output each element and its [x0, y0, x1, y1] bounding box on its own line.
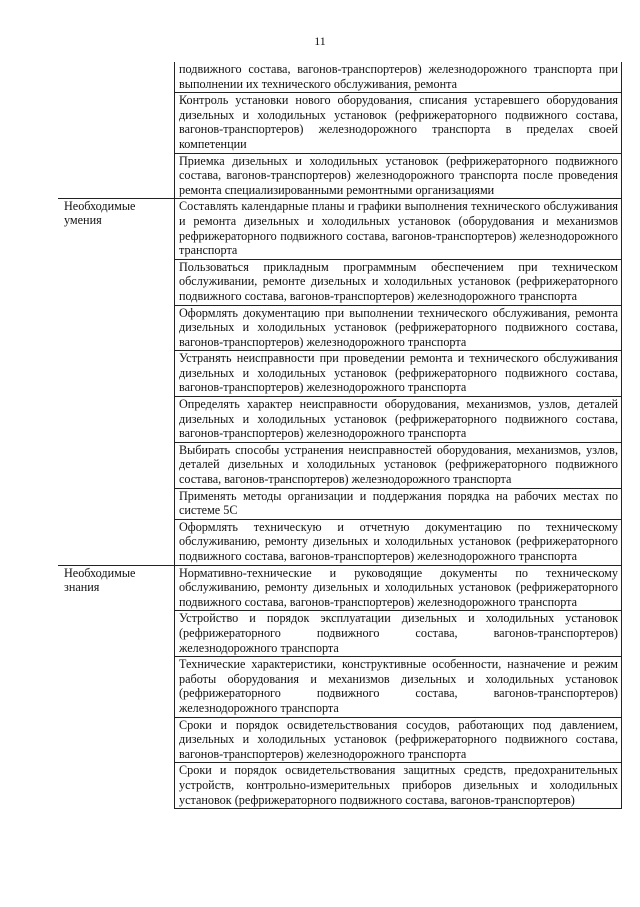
- row-label-skills: Необходимые умения: [58, 199, 175, 565]
- list-item: Определять характер неисправности оборудования, механизмов, узлов, деталей дизельных и холодильных установок (рефрижераторного подвижного состава, вагонов-транспортеров) железнодорожного транспорта: [175, 397, 621, 443]
- row-items: [175, 199, 622, 565]
- list-item: Технические характеристики, конструктивные особенности, назначение и режим работы оборудования и механизмов дизельных и холодильных установок (рефрижераторного подвижного состава, вагонов-транспортеров) железнодорожного транспорта: [175, 657, 621, 717]
- list-item: Устранять неисправности при проведении ремонта и технического обслуживания дизельных и холодильных установок (рефрижераторного подвижного состава, вагонов-транспортеров) железнодорожного транспорта: [175, 351, 621, 397]
- list-item: подвижного состава, вагонов-транспортеров) железнодорожного транспорта при выполнении их технического обслуживания, ремонта: [175, 62, 621, 93]
- table-row-labor-actions-continued: [58, 62, 622, 199]
- list-item: Устройство и порядок эксплуатации дизельных и холодильных установок (рефрижераторного подвижного состава, вагонов-транспортеров) железнодорожного транспорта: [175, 611, 621, 657]
- list-item: Сроки и порядок освидетельствования сосудов, работающих под давлением, дизельных и холодильных установок (рефрижераторного подвижного состава, вагонов-транспортеров) железнодорожного транспорта: [175, 718, 621, 764]
- list-item: Оформлять техническую и отчетную документацию по техническому обслуживанию, ремонту дизельных и холодильных установок (рефрижераторного подвижного состава, вагонов-транспортеров) железнодорожного транспорта: [179, 519, 618, 563]
- list-item: Выбирать способы устранения неисправностей оборудования, механизмов, узлов, деталей дизельных и холодильных установок (рефрижераторного подвижного состава, вагонов-транспортеров) железнодорожного транспорта: [175, 443, 621, 489]
- page-number: 11: [314, 34, 326, 48]
- row-label-empty: [58, 62, 175, 199]
- row-items: [175, 565, 622, 809]
- list-item: Пользоваться прикладным программным обеспечением при техническом обслуживании, ремонте дизельных и холодильных установок (рефрижераторного подвижного состава, вагонов-транспортеров) железнодорожного транспорта: [175, 260, 621, 306]
- row-label-knowledge: Необходимые знания: [58, 565, 175, 809]
- row-items: [175, 62, 622, 199]
- list-item: Применять методы организации и поддержания порядка на рабочих местах по системе 5С: [175, 489, 621, 520]
- list-item: Сроки и порядок освидетельствования защитных средств, предохранительных устройств, контрольно-измерительных приборов дизельных и холодильных установок (рефрижераторного подвижного состава, вагонов-транспортеров): [175, 763, 621, 809]
- list-item: Контроль установки нового оборудования, списания устаревшего оборудования дизельных и холодильных установок (рефрижераторного подвижного состава, вагонов-транспортеров) железнодорожного транспорта в пределах своей компетенции: [175, 93, 621, 153]
- list-item: Нормативно-технические и руководящие документы по техническому обслуживанию, ремонту дизельных и холодильных установок (рефрижераторного подвижного состава, вагонов-транспортеров) железнодорожного транспорта: [175, 566, 621, 612]
- competency-table: [58, 62, 622, 809]
- table-row-skills: [58, 199, 622, 565]
- list-item: Оформлять документацию при выполнении технического обслуживания, ремонта дизельных и холодильных установок (рефрижераторного подвижного состава, вагонов-транспортеров) железнодорожного транспорта: [175, 306, 621, 352]
- list-item: Приемка дизельных и холодильных установок (рефрижераторного подвижного состава, вагонов-транспортеров) железнодорожного транспорта после проведения ремонта специализированными ремонтными организациями: [179, 153, 618, 197]
- table-row-knowledge: [58, 565, 622, 809]
- list-item: Составлять календарные планы и графики выполнения технического обслуживания и ремонта дизельных и холодильных установок (оборудования и механизмов рефрижераторного подвижного состава, вагонов-транспортеров) железнодорожного транспорта: [175, 199, 621, 259]
